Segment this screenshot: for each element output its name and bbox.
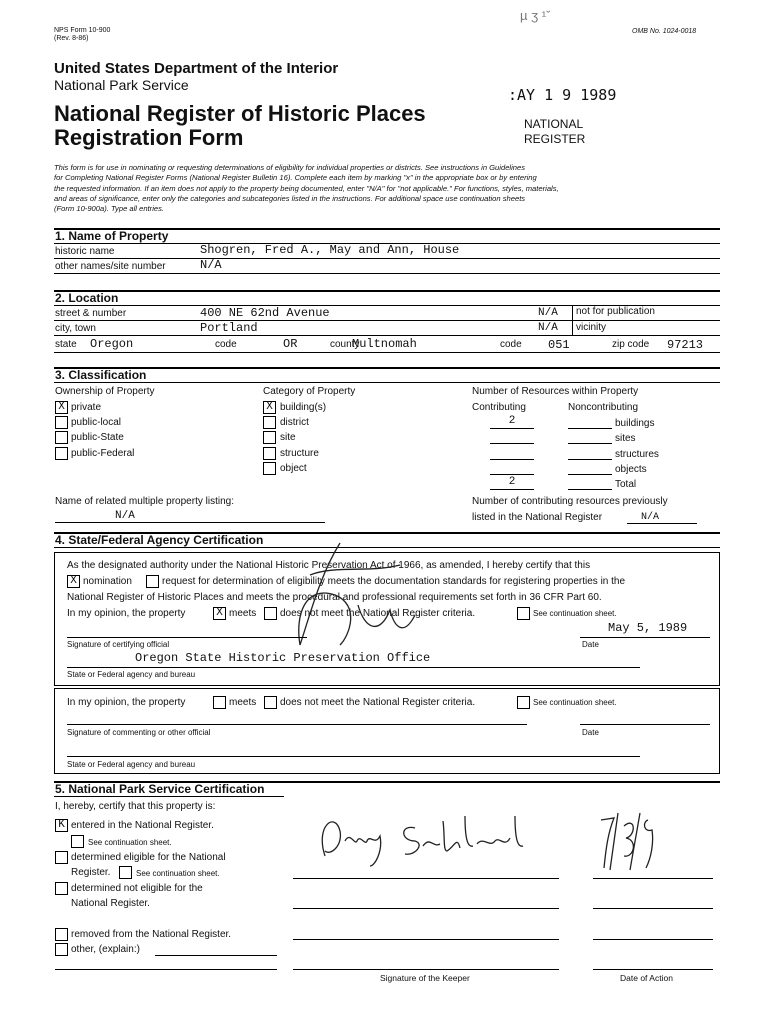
section-divider (54, 290, 720, 292)
contributing-sites-value[interactable] (490, 443, 534, 444)
noncontributing-total-value[interactable] (568, 489, 612, 490)
zip-value[interactable]: 97213 (667, 338, 704, 352)
instructions (54, 163, 720, 214)
ownership-private-checkbox[interactable]: X (55, 401, 68, 414)
form-title (54, 102, 426, 150)
signature-line (67, 637, 307, 638)
rule (54, 796, 284, 797)
noncontributing-sites-value[interactable] (568, 443, 612, 444)
rule (54, 273, 720, 274)
entered-continuation-checkbox[interactable] (71, 835, 84, 848)
keeper-signature-text: Amy Schlagel (305, 806, 312, 807)
county-label: county (330, 339, 360, 350)
vicinity-label: vicinity (576, 322, 607, 333)
does-not-meet2-label: does not meet the National Register criteria. (280, 697, 476, 708)
historic-name-label: historic name (55, 246, 115, 257)
city-value[interactable]: Portland (200, 321, 258, 335)
nomination-checkbox[interactable]: X (67, 575, 80, 588)
continuation-sheet2-label: See continuation sheet. (533, 698, 617, 707)
rule (54, 320, 720, 321)
continuation-sheet-checkbox[interactable] (517, 607, 530, 620)
noncontributing-structures-value[interactable] (568, 459, 612, 460)
meets-checkbox[interactable]: X (213, 607, 226, 620)
noncontributing-objects-value[interactable] (568, 474, 612, 475)
ownership-option-label: public-local (71, 417, 122, 428)
historic-name-value[interactable]: Shogren, Fred A., May and Ann, House (200, 243, 460, 257)
form-number (54, 27, 110, 43)
street-value[interactable]: 400 NE 62nd Avenue (200, 306, 330, 320)
cert-statement-line2: request for determination of eligibility meets the documentation standards for registering properties in the (162, 576, 626, 587)
resource-row-label: Total (615, 479, 637, 490)
other-checkbox[interactable] (55, 943, 68, 956)
agency-name: National Park Service (54, 77, 189, 93)
ownership-option-label: public-Federal (71, 448, 135, 459)
rule (54, 335, 720, 336)
state-agency-label: State or Federal agency and bureau (67, 670, 196, 679)
multiple-listing-label: Name of related multiple property listing: (55, 496, 234, 507)
other-label: other, (explain:) (71, 944, 140, 955)
omb-number: OMB No. 1024-0018 (632, 28, 697, 35)
ownership-public-federal-checkbox[interactable] (55, 447, 68, 460)
action-date-line (593, 908, 713, 909)
not-for-publication-value[interactable]: N/A (538, 307, 558, 319)
state-code-label: code (215, 339, 237, 350)
keeper-signature-line (293, 969, 559, 970)
eligible-continuation-checkbox[interactable] (119, 866, 132, 879)
determined-eligible-checkbox[interactable] (55, 851, 68, 864)
keeper-signature-line (293, 939, 559, 940)
removed-label: removed from the National Register. (71, 929, 232, 940)
category-option-label: object (280, 463, 307, 474)
form-revision: (Rev. 8-86) (54, 35, 89, 42)
contributing-buildings-value[interactable]: 2 (490, 414, 534, 429)
action-date-text: 7/3/89 (596, 808, 599, 809)
received-stamp (524, 117, 585, 147)
rule (54, 382, 720, 383)
meets2-checkbox[interactable] (213, 696, 226, 709)
action-date-handwritten (596, 808, 666, 873)
action-date-line (593, 969, 713, 970)
noncontributing-heading: Noncontributing (568, 402, 639, 413)
section-2-title: 2. Location (55, 291, 119, 305)
state-value[interactable]: Oregon (90, 337, 134, 351)
instruction-line: for Completing National Register Forms (National Register Bulletin 16). Complete each item by marking "x" in the appropriate box or by entering (54, 173, 537, 183)
rule (572, 321, 573, 335)
county-code-label: code (500, 339, 522, 350)
resource-row-label: objects (615, 464, 647, 475)
zip-label: zip code (612, 339, 650, 350)
contributing-heading: Contributing (472, 402, 526, 413)
stamp-line2: REGISTER (524, 132, 586, 146)
county-value[interactable]: Multnomah (352, 337, 417, 351)
section-4-title: 4. State/Federal Agency Certification (55, 533, 264, 547)
determined-not-eligible-checkbox[interactable] (55, 882, 68, 895)
continuation-sheet-label: See continuation sheet. (533, 609, 617, 618)
certifying-official-label: Signature of certifying official (67, 640, 170, 649)
action-date-label: Date of Action (620, 973, 673, 983)
category-site-checkbox[interactable] (263, 431, 276, 444)
ownership-public-state-checkbox[interactable] (55, 431, 68, 444)
section-5-title: 5. National Park Service Certification (55, 782, 265, 796)
other-explain-line2 (55, 969, 277, 970)
category-building-checkbox[interactable]: X (263, 401, 276, 414)
state-agency-value[interactable]: Oregon State Historic Preservation Office (135, 651, 431, 665)
multiple-listing-value[interactable]: N/A (55, 510, 325, 523)
opinion-label: In my opinion, the property (67, 608, 186, 619)
certifying-signature (240, 535, 440, 660)
form-title-line1: National Register of Historic Places (54, 101, 426, 126)
previously-listed-label2: listed in the National Register (472, 512, 603, 523)
street-label: street & number (55, 308, 127, 319)
county-code-value[interactable]: 051 (548, 338, 570, 352)
keeper-signature-label: Signature of the Keeper (380, 973, 470, 983)
instruction-line: and areas of significance, enter only the categories and subcategories listed in the instructions. For additional space use continuation sheets (54, 193, 526, 203)
category-option-label: district (280, 417, 309, 428)
ownership-option-label: private (71, 402, 102, 413)
vicinity-value[interactable]: N/A (538, 322, 558, 334)
ownership-public-local-checkbox[interactable] (55, 416, 68, 429)
nomination-label: nomination (83, 576, 132, 587)
cert-statement-line3: National Register of Historic Places and meets the procedural and professional requirements set forth in 36 CFR Part 60. (67, 592, 602, 603)
handwritten-scrawl: µ ʒ ¹ˇ (520, 8, 551, 23)
date-line (580, 637, 710, 638)
category-option-label: site (280, 432, 296, 443)
does-not-meet2-checkbox[interactable] (264, 696, 277, 709)
state-agency2-label: State or Federal agency and bureau (67, 760, 196, 769)
other-names-value[interactable]: N/A (200, 258, 222, 272)
section-3-title: 3. Classification (55, 368, 147, 382)
entered-label: entered in the National Register. (71, 820, 214, 831)
keeper-signature (305, 806, 525, 876)
does-not-meet-label: does not meet the National Register criteria. (280, 608, 476, 619)
stamp-line1: NATIONAL (524, 117, 584, 131)
agency-line (67, 667, 640, 668)
determined-not-eligible-label1: determined not eligible for the (71, 883, 203, 894)
previously-listed-label1: Number of contributing resources previously (472, 496, 668, 507)
form-number-text: NPS Form 10-900 (54, 27, 111, 34)
instruction-line: the requested information. If an item does not apply to the property being documented, enter "N/A" for "not applicable." For functions, styles, materials, (54, 183, 559, 193)
certification-date-value[interactable]: May 5, 1989 (608, 621, 688, 635)
continuation-sheet2-checkbox[interactable] (517, 696, 530, 709)
other-explain-line (155, 955, 277, 956)
section-divider (54, 367, 720, 369)
rule (54, 258, 720, 259)
cert-statement-line1: As the designated authority under the National Historic Preservation Act of 1966, as amended, I hereby certify that this (67, 560, 591, 571)
category-object-checkbox[interactable] (263, 462, 276, 475)
contributing-structures-value[interactable] (490, 459, 534, 460)
form-title-line2: Registration Form (54, 125, 244, 150)
resource-row-label: structures (615, 449, 659, 460)
determined-eligible-label1: determined eligible for the National (71, 852, 226, 863)
not-for-publication-label: not for publication (576, 306, 655, 317)
rule (54, 352, 720, 353)
request-determination-checkbox[interactable] (146, 575, 159, 588)
certification-date-label: Date (582, 640, 599, 649)
previously-listed-value[interactable]: N/A (627, 512, 697, 524)
entered-checkbox[interactable]: K (55, 819, 68, 832)
section-1-title: 1. Name of Property (55, 229, 169, 243)
category-option-label: structure (280, 448, 319, 459)
category-district-checkbox[interactable] (263, 416, 276, 429)
ownership-heading: Ownership of Property (55, 386, 155, 397)
agency-line (67, 756, 640, 757)
category-heading: Category of Property (263, 386, 356, 397)
resource-row-label: sites (615, 433, 636, 444)
removed-checkbox[interactable] (55, 928, 68, 941)
signature-line (67, 724, 527, 725)
meets-label: meets (229, 608, 257, 619)
other-names-label: other names/site number (55, 261, 166, 272)
noncontributing-buildings-value[interactable] (568, 428, 612, 429)
city-label: city, town (55, 323, 96, 334)
determined-not-eligible-label2: National Register. (71, 898, 150, 909)
commenting-official-label: Signature of commenting or other official (67, 728, 211, 737)
rule (572, 306, 573, 320)
action-date-line (593, 939, 713, 940)
ownership-option-label: public-State (71, 432, 124, 443)
opinion2-label: In my opinion, the property (67, 697, 186, 708)
state-label: state (55, 339, 77, 350)
resource-row-label: buildings (615, 418, 655, 429)
received-stamp-date: :AY 1 9 1989 (508, 86, 617, 104)
department-name: United States Department of the Interior (54, 60, 339, 77)
comment-date-label: Date (582, 728, 599, 737)
keeper-signature-line (293, 878, 559, 879)
determined-eligible-label2: Register. (71, 867, 111, 878)
entered-continuation-label: See continuation sheet. (88, 838, 172, 847)
eligible-continuation-label: See continuation sheet. (136, 869, 220, 878)
keeper-signature-line (293, 908, 559, 909)
instruction-line: This form is for use in nominating or requesting determinations of eligibility for individual properties or districts. See instructions in Guidelines (54, 163, 526, 172)
date-line (580, 724, 710, 725)
meets2-label: meets (229, 697, 257, 708)
category-structure-checkbox[interactable] (263, 447, 276, 460)
nps-intro-label: I, hereby, certify that this property is: (55, 801, 216, 812)
resources-heading: Number of Resources within Property (472, 386, 639, 397)
contributing-total-value[interactable]: 2 (490, 476, 534, 490)
instruction-line: (Form 10-900a). Type all entries. (54, 204, 165, 214)
state-code-value[interactable]: OR (283, 337, 298, 351)
category-option-label: building(s) (280, 402, 327, 413)
action-date-line (593, 878, 713, 879)
contributing-objects-value[interactable] (490, 474, 534, 475)
